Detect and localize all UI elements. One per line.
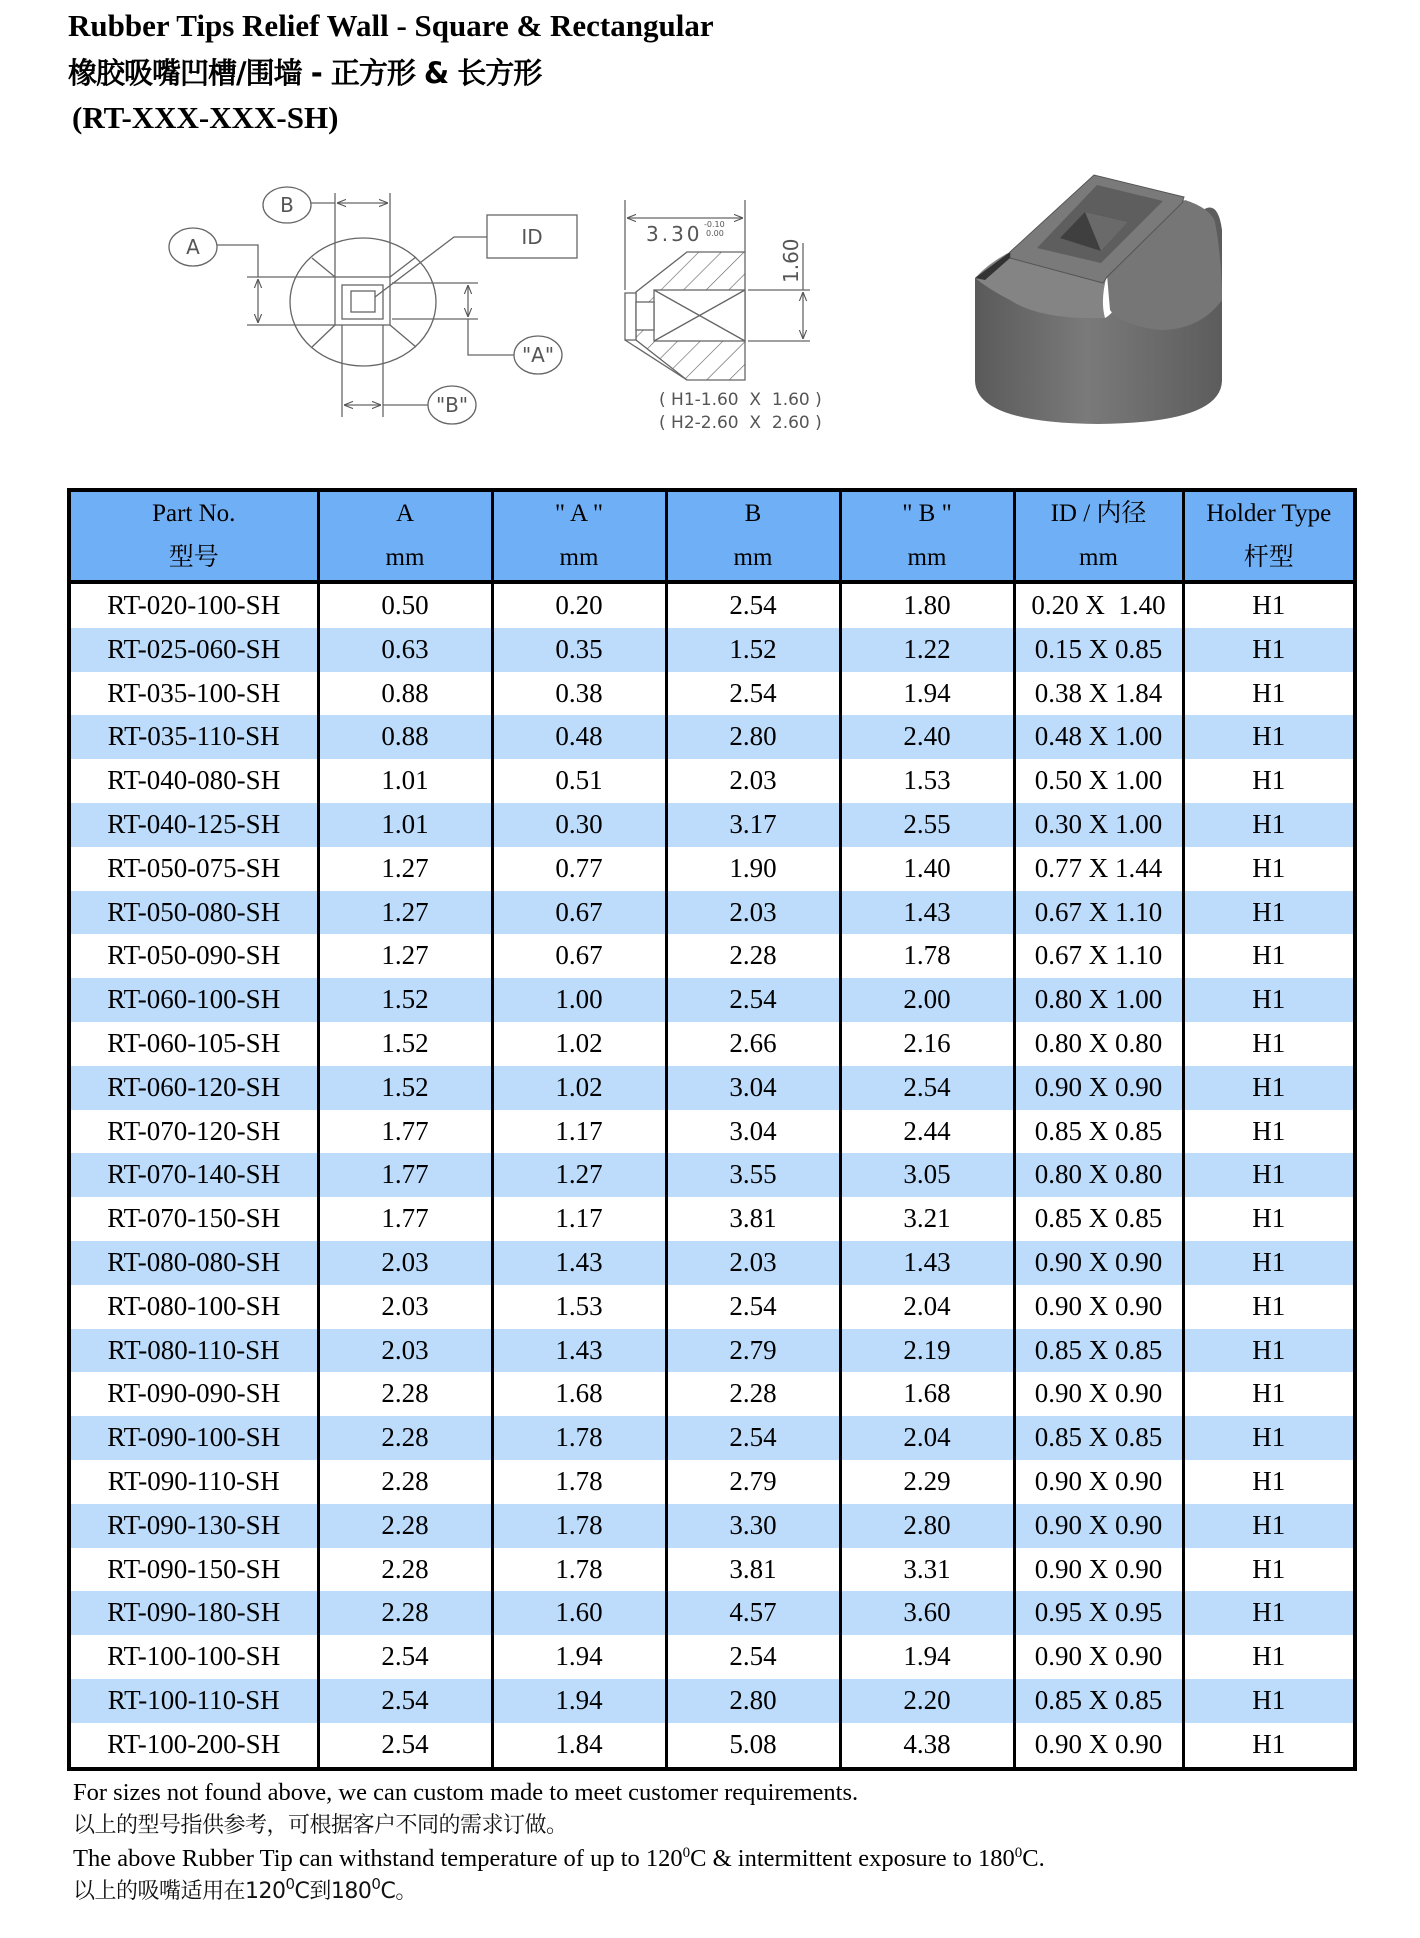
page-title-chinese: 橡胶吸嘴凹槽/围墙 - 正方形 & 长方形: [68, 56, 542, 90]
table-cell: H1: [1183, 672, 1355, 716]
table-row: [69, 1416, 1355, 1460]
table-cell: 0.80 X 1.00: [1014, 978, 1183, 1022]
table-cell: 0.85 X 0.85: [1014, 1416, 1183, 1460]
table-cell: 0.50 X 1.00: [1014, 759, 1183, 803]
id-square: [351, 291, 375, 312]
table-cell: 0.77 X 1.44: [1014, 847, 1183, 891]
table-cell: 2.00: [840, 978, 1014, 1022]
model-pattern: (RT-XXX-XXX-SH): [72, 100, 339, 135]
table-cell: H1: [1183, 1548, 1355, 1592]
column-header-unit: mm: [907, 544, 947, 571]
table-cell: 2.28: [318, 1416, 492, 1460]
table-cell: 2.54: [666, 582, 840, 628]
footer-custom-note: For sizes not found above, we can custom made to meet customer requirements.: [73, 1779, 859, 1806]
table-cell: 1.77: [318, 1153, 492, 1197]
column-header-unit: mm: [559, 544, 599, 571]
table-cell: 1.94: [492, 1635, 666, 1679]
caption-h2: ( H2-2.60 X 2.60 ): [659, 413, 822, 433]
table-row: [69, 628, 1355, 672]
column-header-label: Part No.: [152, 500, 236, 527]
table-cell: 2.54: [318, 1723, 492, 1769]
table-row: [69, 803, 1355, 847]
table-cell: 1.80: [840, 582, 1014, 628]
table-cell: 3.60: [840, 1591, 1014, 1635]
degree-mark: 0: [371, 1875, 381, 1893]
footer-temperature-note: [73, 1842, 1045, 1875]
part-number-cell: RT-090-150-SH: [69, 1548, 318, 1592]
table-cell: 2.04: [840, 1416, 1014, 1460]
part-number-cell: RT-080-080-SH: [69, 1241, 318, 1285]
table-cell: 0.20 X 1.40: [1014, 582, 1183, 628]
table-cell: 2.79: [666, 1460, 840, 1504]
table-cell: 1.17: [492, 1197, 666, 1241]
table-cell: 2.28: [318, 1460, 492, 1504]
table-cell: 1.52: [318, 1022, 492, 1066]
table-cell: 1.78: [492, 1416, 666, 1460]
table-cell: 2.79: [666, 1329, 840, 1373]
table-cell: H1: [1183, 1022, 1355, 1066]
table-cell: 2.28: [318, 1504, 492, 1548]
table-cell: 3.21: [840, 1197, 1014, 1241]
table-cell: 0.90 X 0.90: [1014, 1548, 1183, 1592]
table-cell: 2.54: [666, 672, 840, 716]
table-cell: 1.40: [840, 847, 1014, 891]
table-cell: 1.02: [492, 1022, 666, 1066]
table-cell: 3.55: [666, 1153, 840, 1197]
table-cell: 1.52: [318, 1066, 492, 1110]
column-header-label: " B ": [902, 500, 952, 527]
table-cell: H1: [1183, 1504, 1355, 1548]
table-cell: 2.54: [318, 1679, 492, 1723]
table-cell: 1.01: [318, 803, 492, 847]
table-cell: 2.54: [318, 1635, 492, 1679]
table-row: [69, 1066, 1355, 1110]
table-cell: 0.67 X 1.10: [1014, 934, 1183, 978]
table-cell: H1: [1183, 582, 1355, 628]
footer-notes: [73, 1776, 1045, 1908]
table-cell: 5.08: [666, 1723, 840, 1769]
table-cell: 2.19: [840, 1329, 1014, 1373]
part-number-cell: RT-050-080-SH: [69, 891, 318, 935]
part-number-cell: RT-070-120-SH: [69, 1110, 318, 1154]
table-row: [69, 891, 1355, 935]
part-number-cell: RT-040-080-SH: [69, 759, 318, 803]
part-number-cell: RT-060-105-SH: [69, 1022, 318, 1066]
table-row: [69, 847, 1355, 891]
part-number-cell: RT-090-180-SH: [69, 1591, 318, 1635]
table-cell: H1: [1183, 1635, 1355, 1679]
table-cell: H1: [1183, 1723, 1355, 1769]
part-number-cell: RT-060-100-SH: [69, 978, 318, 1022]
table-cell: 2.28: [318, 1548, 492, 1592]
table-cell: 1.68: [840, 1372, 1014, 1416]
part-number-cell: RT-035-100-SH: [69, 672, 318, 716]
table-cell: 1.52: [666, 628, 840, 672]
table-row: [69, 1241, 1355, 1285]
part-number-cell: RT-050-090-SH: [69, 934, 318, 978]
table-cell: 2.28: [666, 1372, 840, 1416]
label-b: B: [280, 193, 294, 217]
table-row: [69, 759, 1355, 803]
table-row: [69, 582, 1355, 628]
table-cell: 0.67 X 1.10: [1014, 891, 1183, 935]
table-cell: H1: [1183, 1372, 1355, 1416]
table-cell: H1: [1183, 1285, 1355, 1329]
table-cell: 2.66: [666, 1022, 840, 1066]
table-cell: 0.90 X 0.90: [1014, 1504, 1183, 1548]
table-cell: H1: [1183, 1329, 1355, 1373]
table-cell: 2.03: [318, 1285, 492, 1329]
table-cell: 1.84: [492, 1723, 666, 1769]
table-row: [69, 1504, 1355, 1548]
table-cell: 1.94: [492, 1679, 666, 1723]
column-header-unit: mm: [1079, 544, 1118, 571]
column-header: [318, 490, 492, 582]
table-cell: 0.67: [492, 934, 666, 978]
table-cell: 2.54: [840, 1066, 1014, 1110]
table-cell: 0.85 X 0.85: [1014, 1679, 1183, 1723]
table-cell: H1: [1183, 1460, 1355, 1504]
table-cell: 1.43: [492, 1241, 666, 1285]
table-cell: 0.80 X 0.80: [1014, 1022, 1183, 1066]
table-cell: 3.81: [666, 1197, 840, 1241]
table-cell: H1: [1183, 803, 1355, 847]
table-cell: 3.17: [666, 803, 840, 847]
table-cell: 0.30 X 1.00: [1014, 803, 1183, 847]
table-cell: 2.20: [840, 1679, 1014, 1723]
table-cell: 1.52: [318, 978, 492, 1022]
length-tolerance-lower: 0.00: [706, 229, 724, 238]
table-cell: 1.77: [318, 1197, 492, 1241]
table-cell: 2.28: [318, 1591, 492, 1635]
table-cell: 2.54: [666, 1635, 840, 1679]
part-number-cell: RT-035-110-SH: [69, 715, 318, 759]
part-number-cell: RT-100-110-SH: [69, 1679, 318, 1723]
table-cell: 0.30: [492, 803, 666, 847]
table-cell: 0.20: [492, 582, 666, 628]
length-tolerance-upper: -0.10: [704, 220, 725, 229]
table-body: [69, 582, 1355, 1769]
table-row: [69, 1110, 1355, 1154]
table-row: [69, 1548, 1355, 1592]
table-cell: 0.90 X 0.90: [1014, 1635, 1183, 1679]
column-header-unit: 型号: [168, 544, 219, 571]
table-cell: 1.00: [492, 978, 666, 1022]
table-header-row: [69, 490, 1355, 582]
table-cell: 0.90 X 0.90: [1014, 1723, 1183, 1769]
table-cell: H1: [1183, 847, 1355, 891]
table-cell: 0.90 X 0.90: [1014, 1285, 1183, 1329]
column-header: [1014, 490, 1183, 582]
table-cell: 1.43: [840, 891, 1014, 935]
table-cell: 0.38 X 1.84: [1014, 672, 1183, 716]
table-cell: 1.68: [492, 1372, 666, 1416]
column-header: [69, 490, 318, 582]
technical-drawing: [0, 150, 1420, 450]
table-cell: 3.81: [666, 1548, 840, 1592]
table-cell: 2.03: [318, 1329, 492, 1373]
table-cell: H1: [1183, 934, 1355, 978]
table-cell: 2.28: [318, 1372, 492, 1416]
front-view: [169, 187, 577, 424]
table-cell: 1.94: [840, 1635, 1014, 1679]
table-cell: 2.54: [666, 1285, 840, 1329]
table-row: [69, 1153, 1355, 1197]
part-number-cell: RT-070-140-SH: [69, 1153, 318, 1197]
table-cell: H1: [1183, 715, 1355, 759]
table-cell: 2.80: [840, 1504, 1014, 1548]
table-cell: 1.60: [492, 1591, 666, 1635]
column-header-label: B: [744, 500, 762, 527]
temp-text: C & intermittent exposure to 180: [690, 1845, 1015, 1872]
table-cell: 2.54: [666, 978, 840, 1022]
column-header-label: " A ": [554, 500, 604, 527]
part-number-cell: RT-070-150-SH: [69, 1197, 318, 1241]
table-cell: 2.04: [840, 1285, 1014, 1329]
table-cell: 3.30: [666, 1504, 840, 1548]
table-cell: H1: [1183, 1416, 1355, 1460]
table-cell: 0.51: [492, 759, 666, 803]
table-cell: 2.16: [840, 1022, 1014, 1066]
table-cell: 1.17: [492, 1110, 666, 1154]
table-cell: 1.27: [318, 934, 492, 978]
column-header-label: A: [395, 500, 415, 527]
table-cell: 0.90 X 0.90: [1014, 1066, 1183, 1110]
table-cell: 3.31: [840, 1548, 1014, 1592]
table-cell: 4.57: [666, 1591, 840, 1635]
square-outer: [335, 277, 390, 325]
footer-temperature-note-chinese: [73, 1875, 1045, 1908]
table-cell: 2.03: [666, 1241, 840, 1285]
table-cell: 2.03: [666, 891, 840, 935]
column-header-unit: mm: [733, 544, 773, 571]
part-number-cell: RT-090-110-SH: [69, 1460, 318, 1504]
table-cell: 1.78: [492, 1460, 666, 1504]
table-cell: 2.55: [840, 803, 1014, 847]
column-header-unit: 杆型: [1243, 544, 1294, 571]
table-cell: 0.85 X 0.85: [1014, 1197, 1183, 1241]
part-number-cell: RT-040-125-SH: [69, 803, 318, 847]
length-dimension: 3.30: [646, 222, 703, 246]
part-number-cell: RT-050-075-SH: [69, 847, 318, 891]
temp-text: C到180: [294, 1879, 372, 1904]
table-row: [69, 715, 1355, 759]
table-cell: 0.63: [318, 628, 492, 672]
column-header: [666, 490, 840, 582]
table-cell: 2.03: [318, 1241, 492, 1285]
column-header: [1183, 490, 1355, 582]
part-number-cell: RT-100-200-SH: [69, 1723, 318, 1769]
table-cell: H1: [1183, 1679, 1355, 1723]
table-row: [69, 1022, 1355, 1066]
table-cell: 1.78: [492, 1548, 666, 1592]
table-cell: H1: [1183, 628, 1355, 672]
part-number-cell: RT-090-130-SH: [69, 1504, 318, 1548]
label-a: A: [186, 235, 200, 259]
table-row: [69, 1723, 1355, 1769]
table-row: [69, 1372, 1355, 1416]
table-cell: 1.22: [840, 628, 1014, 672]
temp-text: 以上的吸嘴适用在120: [73, 1879, 286, 1904]
table-cell: 2.03: [666, 759, 840, 803]
table-cell: 0.77: [492, 847, 666, 891]
table-cell: 1.53: [840, 759, 1014, 803]
temp-text: C.: [1022, 1845, 1045, 1872]
table-cell: 0.95 X 0.95: [1014, 1591, 1183, 1635]
table-cell: 2.40: [840, 715, 1014, 759]
table-cell: 1.78: [492, 1504, 666, 1548]
footer-custom-note-chinese: 以上的型号指供参考，可根据客户不同的需求订做。: [73, 1813, 568, 1838]
table-cell: 4.38: [840, 1723, 1014, 1769]
degree-mark: 0: [682, 1845, 691, 1861]
table-cell: H1: [1183, 1110, 1355, 1154]
table-cell: 1.27: [492, 1153, 666, 1197]
table-cell: 0.38: [492, 672, 666, 716]
table-cell: 0.90 X 0.90: [1014, 1460, 1183, 1504]
label-id: ID: [521, 225, 543, 249]
table-cell: H1: [1183, 1197, 1355, 1241]
table-cell: H1: [1183, 759, 1355, 803]
table-cell: 0.85 X 0.85: [1014, 1329, 1183, 1373]
table-cell: 1.43: [840, 1241, 1014, 1285]
table-cell: H1: [1183, 1066, 1355, 1110]
table-cell: 0.90 X 0.90: [1014, 1241, 1183, 1285]
column-header-label: ID / 内径: [1050, 500, 1147, 527]
temp-text: C。: [380, 1879, 417, 1904]
temp-text: The above Rubber Tip can withstand temperature of up to 120: [73, 1845, 683, 1872]
table-row: [69, 978, 1355, 1022]
table-cell: 0.35: [492, 628, 666, 672]
part-number-cell: RT-090-090-SH: [69, 1372, 318, 1416]
table-cell: 1.02: [492, 1066, 666, 1110]
table-cell: 2.29: [840, 1460, 1014, 1504]
table-cell: 0.67: [492, 891, 666, 935]
table-row: [69, 934, 1355, 978]
table-cell: 1.77: [318, 1110, 492, 1154]
table-row: [69, 1635, 1355, 1679]
caption-h1: ( H1-1.60 X 1.60 ): [659, 390, 822, 410]
table-cell: 1.01: [318, 759, 492, 803]
table-cell: 0.80 X 0.80: [1014, 1153, 1183, 1197]
part-number-cell: RT-060-120-SH: [69, 1066, 318, 1110]
table-cell: 0.88: [318, 715, 492, 759]
page-title: Rubber Tips Relief Wall - Square & Rectangular: [68, 8, 714, 43]
spec-table: [67, 488, 1357, 1771]
table-cell: 1.27: [318, 847, 492, 891]
table-cell: 1.94: [840, 672, 1014, 716]
square-inner: [342, 285, 383, 319]
table-row: [69, 672, 1355, 716]
table-cell: 1.53: [492, 1285, 666, 1329]
product-3d-render: [975, 175, 1222, 424]
part-number-cell: RT-020-100-SH: [69, 582, 318, 628]
table-row: [69, 1591, 1355, 1635]
table-row: [69, 1679, 1355, 1723]
table-cell: 0.85 X 0.85: [1014, 1110, 1183, 1154]
table-cell: 1.27: [318, 891, 492, 935]
table-cell: 1.43: [492, 1329, 666, 1373]
table-cell: 3.04: [666, 1066, 840, 1110]
table-cell: 0.90 X 0.90: [1014, 1372, 1183, 1416]
degree-mark: 0: [1014, 1845, 1023, 1861]
table-cell: 3.04: [666, 1110, 840, 1154]
table-row: [69, 1285, 1355, 1329]
part-number-cell: RT-090-100-SH: [69, 1416, 318, 1460]
part-number-cell: RT-100-100-SH: [69, 1635, 318, 1679]
label-a-inner: "A": [521, 343, 555, 367]
table-cell: H1: [1183, 1153, 1355, 1197]
column-header: [840, 490, 1014, 582]
table-cell: 0.50: [318, 582, 492, 628]
table-cell: H1: [1183, 891, 1355, 935]
column-header-unit: mm: [385, 544, 425, 571]
part-number-cell: RT-025-060-SH: [69, 628, 318, 672]
table-cell: H1: [1183, 1591, 1355, 1635]
table-cell: 1.90: [666, 847, 840, 891]
column-header: [492, 490, 666, 582]
table-cell: 0.88: [318, 672, 492, 716]
tip-nub: [625, 293, 636, 340]
table-row: [69, 1329, 1355, 1373]
table-row: [69, 1460, 1355, 1504]
table-cell: 0.15 X 0.85: [1014, 628, 1183, 672]
label-b-inner: "B": [435, 393, 469, 417]
table-cell: H1: [1183, 978, 1355, 1022]
table-cell: 2.80: [666, 715, 840, 759]
table-cell: 2.54: [666, 1416, 840, 1460]
table-cell: 0.48: [492, 715, 666, 759]
part-number-cell: RT-080-110-SH: [69, 1329, 318, 1373]
part-number-cell: RT-080-100-SH: [69, 1285, 318, 1329]
table-cell: 2.44: [840, 1110, 1014, 1154]
table-cell: 3.05: [840, 1153, 1014, 1197]
column-header-label: Holder Type: [1206, 500, 1332, 527]
table-cell: 2.80: [666, 1679, 840, 1723]
table-cell: 2.28: [666, 934, 840, 978]
table-row: [69, 1197, 1355, 1241]
table-cell: 1.78: [840, 934, 1014, 978]
degree-mark: 0: [285, 1875, 295, 1893]
height-dimension: 1.60: [779, 238, 803, 283]
table-cell: 0.48 X 1.00: [1014, 715, 1183, 759]
table-cell: H1: [1183, 1241, 1355, 1285]
